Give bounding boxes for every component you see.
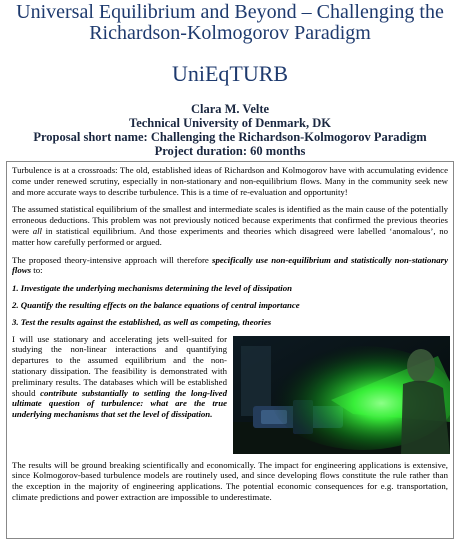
method-row	[12, 334, 448, 454]
paragraph-equilibrium	[12, 204, 448, 247]
paragraph-intro: Turbulence is at a crossroads: The old, established ideas of Richardson and Kolmogorov have with accumulating evidence come under renewed scrutiny, especially in non-stationary and non-equilibrium flows. Many in the community seek new and more accurate ways to describe turbulence. This is a time of re-evaluation and opportunity!	[12, 165, 448, 197]
goal-2: 2. Quantify the resulting effects on the balance equations of central importance	[12, 299, 300, 310]
researcher-body	[401, 380, 450, 453]
abstract-box	[6, 161, 454, 539]
short-name: Proposal short name: Challenging the Richardson-Kolmogorov Paradigm	[33, 130, 427, 144]
duration: Project duration: 60 months	[154, 144, 306, 158]
author-name: Clara M. Velte	[190, 102, 270, 116]
method-emphasis: contribute substantially to settling the long-lived ultimate question of turbulence: what are the true underlying mechanisms that set the level of dissipation.	[12, 387, 227, 420]
laser-experiment-photo	[233, 336, 450, 454]
approach-text-b: to:	[31, 265, 43, 276]
paragraph-impact: The results will be ground breaking scientifically and economically. The impact for engineering applications is extensive, since Kolmogorov-based turbulence models are routinely used, and since developing flows constitute the rule rather than the exception in the majority of engineering applications. The potential economic consequences for e.g. transportation, climate predictions and power extraction are impossible to underestimate.	[12, 459, 448, 502]
laser-photo-illustration	[233, 336, 450, 454]
researcher-head	[407, 349, 435, 383]
project-acronym: UniEqTURB	[171, 61, 289, 86]
institution: Technical University of Denmark, DK	[129, 116, 331, 130]
goal-1: 1. Investigate the underlying mechanisms determining the level of dissipation	[12, 283, 293, 294]
equilibrium-emphasis: all	[32, 225, 43, 236]
goal-3: 3. Test the results against the established, as well as competing, theories	[12, 316, 272, 327]
method-text	[12, 334, 227, 454]
proposal-meta	[0, 102, 460, 158]
paragraph-method	[12, 334, 227, 420]
method-text-a: I will use stationary and accelerating jets well-suited for studying the non-linear interactions and quantifying departures to the assumed equilibrium and the non-stationary dissipation. The feasibility is demonstrated with preliminary results. The databases which will be established should	[12, 333, 227, 398]
lab-cabinet	[241, 346, 271, 416]
document-title	[0, 2, 460, 44]
paragraph-approach	[12, 255, 448, 277]
equilibrium-text-b: in statistical equilibrium. And those experiments and theories which disagreed were labelled ‘anomalous’, no matter how carefully performed or argued.	[12, 225, 448, 247]
approach-emphasis: specifically use non-equilibrium and statistically non-stationary flows	[12, 254, 449, 276]
title-line-1: Universal Equilibrium and Beyond – Challenging the	[16, 1, 444, 23]
equilibrium-text-a: The assumed statistical equilibrium of the smallest and intermediate scales is identified as the main cause of the potentially erroneous deductions. This problem was not previously noticed because experiments that confirmed the previous theories were	[12, 204, 448, 236]
approach-text-a: The proposed theory-intensive approach will therefore	[12, 254, 213, 265]
title-line-2: Richardson-Kolmogorov Paradigm	[89, 22, 371, 44]
